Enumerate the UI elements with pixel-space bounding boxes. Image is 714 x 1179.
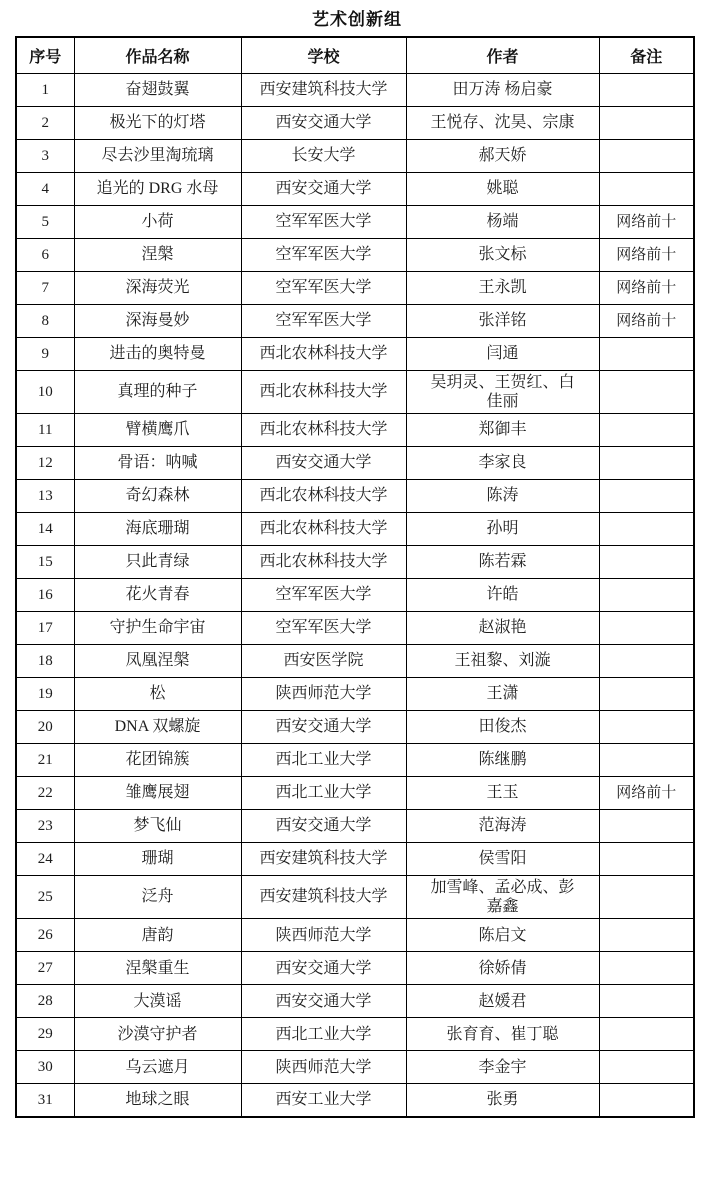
cell-school: 西安交通大学 bbox=[241, 172, 406, 205]
cell-no: 29 bbox=[16, 1018, 74, 1051]
table-row bbox=[16, 512, 694, 545]
cell-no: 3 bbox=[16, 139, 74, 172]
cell-author: 王祖黎、刘漩 bbox=[406, 644, 599, 677]
cell-school: 西安交通大学 bbox=[241, 710, 406, 743]
cell-author: 孙明 bbox=[406, 512, 599, 545]
cell-school: 西北工业大学 bbox=[241, 776, 406, 809]
table-row bbox=[16, 875, 694, 918]
cell-work-name: 追光的 DRG 水母 bbox=[74, 172, 241, 205]
cell-school: 西安交通大学 bbox=[241, 985, 406, 1018]
cell-no: 4 bbox=[16, 172, 74, 205]
cell-author: 陈涛 bbox=[406, 479, 599, 512]
cell-work-name: 守护生命宇宙 bbox=[74, 611, 241, 644]
results-table bbox=[15, 36, 695, 1118]
cell-author: 张育育、崔丁聪 bbox=[406, 1018, 599, 1051]
cell-no: 25 bbox=[16, 875, 74, 918]
cell-no: 17 bbox=[16, 611, 74, 644]
cell-remark bbox=[599, 809, 694, 842]
table-row bbox=[16, 1018, 694, 1051]
cell-author: 郝天娇 bbox=[406, 139, 599, 172]
col-header-no: 序号 bbox=[16, 37, 74, 73]
cell-work-name: 奇幻森林 bbox=[74, 479, 241, 512]
cell-author: 陈启文 bbox=[406, 919, 599, 952]
cell-school: 陕西师范大学 bbox=[241, 1051, 406, 1084]
cell-work-name: 地球之眼 bbox=[74, 1084, 241, 1117]
cell-author: 李金宇 bbox=[406, 1051, 599, 1084]
cell-work-name: 奋翅鼓翼 bbox=[74, 73, 241, 106]
cell-remark bbox=[599, 875, 694, 918]
cell-work-name: 涅槃 bbox=[74, 238, 241, 271]
cell-no: 22 bbox=[16, 776, 74, 809]
cell-work-name: 梦飞仙 bbox=[74, 809, 241, 842]
cell-author: 张文标 bbox=[406, 238, 599, 271]
table-row bbox=[16, 1051, 694, 1084]
table-body bbox=[16, 73, 694, 1117]
col-header-author: 作者 bbox=[406, 37, 599, 73]
cell-author: 王永凯 bbox=[406, 271, 599, 304]
table-row bbox=[16, 479, 694, 512]
cell-school: 空军军医大学 bbox=[241, 304, 406, 337]
cell-work-name: 凤凰涅槃 bbox=[74, 644, 241, 677]
cell-remark bbox=[599, 985, 694, 1018]
table-row bbox=[16, 677, 694, 710]
cell-school: 西安交通大学 bbox=[241, 952, 406, 985]
page-title: 艺术创新组 bbox=[312, 10, 402, 29]
table-row bbox=[16, 644, 694, 677]
cell-no: 30 bbox=[16, 1051, 74, 1084]
table-row bbox=[16, 205, 694, 238]
table-row bbox=[16, 446, 694, 479]
cell-work-name: 大漠谣 bbox=[74, 985, 241, 1018]
cell-remark bbox=[599, 710, 694, 743]
cell-work-name: 只此青绿 bbox=[74, 545, 241, 578]
cell-author: 加雪峰、孟必成、彭嘉鑫 bbox=[406, 875, 599, 918]
table-row bbox=[16, 1084, 694, 1117]
cell-work-name: 沙漠守护者 bbox=[74, 1018, 241, 1051]
cell-remark bbox=[599, 370, 694, 413]
cell-no: 2 bbox=[16, 106, 74, 139]
cell-author: 王玉 bbox=[406, 776, 599, 809]
cell-school: 西安医学院 bbox=[241, 644, 406, 677]
table-row bbox=[16, 337, 694, 370]
cell-no: 23 bbox=[16, 809, 74, 842]
table-row bbox=[16, 238, 694, 271]
cell-no: 1 bbox=[16, 73, 74, 106]
cell-school: 西安建筑科技大学 bbox=[241, 875, 406, 918]
cell-no: 11 bbox=[16, 413, 74, 446]
cell-author: 侯雪阳 bbox=[406, 842, 599, 875]
cell-remark bbox=[599, 677, 694, 710]
cell-no: 6 bbox=[16, 238, 74, 271]
cell-work-name: 骨语：呐喊 bbox=[74, 446, 241, 479]
table-row bbox=[16, 985, 694, 1018]
cell-remark bbox=[599, 743, 694, 776]
cell-author: 赵淑艳 bbox=[406, 611, 599, 644]
table-row bbox=[16, 545, 694, 578]
cell-work-name: 尽去沙里淘琉璃 bbox=[74, 139, 241, 172]
cell-remark bbox=[599, 512, 694, 545]
table-row bbox=[16, 842, 694, 875]
cell-author: 范海涛 bbox=[406, 809, 599, 842]
table-row bbox=[16, 413, 694, 446]
cell-school: 西安交通大学 bbox=[241, 106, 406, 139]
cell-school: 陕西师范大学 bbox=[241, 919, 406, 952]
cell-no: 13 bbox=[16, 479, 74, 512]
cell-school: 西安建筑科技大学 bbox=[241, 842, 406, 875]
cell-school: 西北农林科技大学 bbox=[241, 370, 406, 413]
cell-school: 西北农林科技大学 bbox=[241, 545, 406, 578]
cell-work-name: 深海曼妙 bbox=[74, 304, 241, 337]
table-row bbox=[16, 710, 694, 743]
cell-remark bbox=[599, 172, 694, 205]
cell-author: 杨端 bbox=[406, 205, 599, 238]
cell-no: 12 bbox=[16, 446, 74, 479]
cell-school: 空军军医大学 bbox=[241, 271, 406, 304]
cell-no: 8 bbox=[16, 304, 74, 337]
cell-school: 空军军医大学 bbox=[241, 205, 406, 238]
cell-author: 郑御丰 bbox=[406, 413, 599, 446]
cell-author: 田万涛 杨启豪 bbox=[406, 73, 599, 106]
cell-remark bbox=[599, 413, 694, 446]
table-row bbox=[16, 304, 694, 337]
col-header-remark: 备注 bbox=[599, 37, 694, 73]
cell-remark bbox=[599, 545, 694, 578]
cell-remark bbox=[599, 446, 694, 479]
cell-work-name: 花火青春 bbox=[74, 578, 241, 611]
cell-work-name: 臂横鹰爪 bbox=[74, 413, 241, 446]
cell-remark bbox=[599, 644, 694, 677]
table-row bbox=[16, 776, 694, 809]
cell-work-name: 珊瑚 bbox=[74, 842, 241, 875]
cell-author: 张洋铭 bbox=[406, 304, 599, 337]
cell-no: 19 bbox=[16, 677, 74, 710]
col-header-work-name: 作品名称 bbox=[74, 37, 241, 73]
cell-work-name: 乌云遮月 bbox=[74, 1051, 241, 1084]
cell-school: 西安建筑科技大学 bbox=[241, 73, 406, 106]
cell-remark bbox=[599, 479, 694, 512]
table-row bbox=[16, 73, 694, 106]
cell-remark: 网络前十 bbox=[599, 205, 694, 238]
table-row bbox=[16, 919, 694, 952]
cell-work-name: 松 bbox=[74, 677, 241, 710]
cell-school: 陕西师范大学 bbox=[241, 677, 406, 710]
cell-work-name: 泛舟 bbox=[74, 875, 241, 918]
cell-school: 西安交通大学 bbox=[241, 446, 406, 479]
cell-author: 陈继鹏 bbox=[406, 743, 599, 776]
table-row bbox=[16, 578, 694, 611]
table-row bbox=[16, 106, 694, 139]
cell-no: 16 bbox=[16, 578, 74, 611]
cell-author: 张勇 bbox=[406, 1084, 599, 1117]
cell-remark bbox=[599, 1051, 694, 1084]
cell-no: 24 bbox=[16, 842, 74, 875]
cell-remark bbox=[599, 1018, 694, 1051]
cell-no: 27 bbox=[16, 952, 74, 985]
cell-no: 28 bbox=[16, 985, 74, 1018]
table-row bbox=[16, 172, 694, 205]
cell-school: 空军军医大学 bbox=[241, 578, 406, 611]
table-row bbox=[16, 370, 694, 413]
table-row bbox=[16, 139, 694, 172]
cell-author: 赵媛君 bbox=[406, 985, 599, 1018]
cell-remark bbox=[599, 842, 694, 875]
cell-remark: 网络前十 bbox=[599, 776, 694, 809]
cell-remark bbox=[599, 919, 694, 952]
cell-remark bbox=[599, 139, 694, 172]
cell-author: 王悦存、沈昊、宗康 bbox=[406, 106, 599, 139]
cell-work-name: 涅槃重生 bbox=[74, 952, 241, 985]
cell-remark bbox=[599, 337, 694, 370]
cell-remark: 网络前十 bbox=[599, 238, 694, 271]
cell-school: 空军军医大学 bbox=[241, 238, 406, 271]
cell-author: 李家良 bbox=[406, 446, 599, 479]
cell-remark bbox=[599, 578, 694, 611]
cell-remark bbox=[599, 73, 694, 106]
cell-author: 姚聪 bbox=[406, 172, 599, 205]
cell-remark bbox=[599, 611, 694, 644]
cell-work-name: 深海荧光 bbox=[74, 271, 241, 304]
cell-author: 陈若霖 bbox=[406, 545, 599, 578]
cell-work-name: 真理的种子 bbox=[74, 370, 241, 413]
cell-no: 7 bbox=[16, 271, 74, 304]
cell-author: 王潇 bbox=[406, 677, 599, 710]
cell-work-name: 雏鹰展翅 bbox=[74, 776, 241, 809]
cell-work-name: 唐韵 bbox=[74, 919, 241, 952]
cell-no: 20 bbox=[16, 710, 74, 743]
cell-school: 长安大学 bbox=[241, 139, 406, 172]
cell-remark bbox=[599, 106, 694, 139]
cell-remark: 网络前十 bbox=[599, 304, 694, 337]
cell-no: 14 bbox=[16, 512, 74, 545]
cell-work-name: 进击的奥特曼 bbox=[74, 337, 241, 370]
cell-school: 西北农林科技大学 bbox=[241, 413, 406, 446]
cell-school: 空军军医大学 bbox=[241, 611, 406, 644]
cell-school: 西北工业大学 bbox=[241, 1018, 406, 1051]
table-row bbox=[16, 952, 694, 985]
cell-remark bbox=[599, 1084, 694, 1117]
cell-author: 田俊杰 bbox=[406, 710, 599, 743]
cell-work-name: DNA 双螺旋 bbox=[74, 710, 241, 743]
cell-no: 26 bbox=[16, 919, 74, 952]
cell-author: 吴玥灵、王贺红、白佳丽 bbox=[406, 370, 599, 413]
table-row bbox=[16, 743, 694, 776]
cell-school: 西北农林科技大学 bbox=[241, 337, 406, 370]
cell-author: 徐娇倩 bbox=[406, 952, 599, 985]
cell-author: 许皓 bbox=[406, 578, 599, 611]
cell-work-name: 小荷 bbox=[74, 205, 241, 238]
cell-school: 西北工业大学 bbox=[241, 743, 406, 776]
cell-no: 9 bbox=[16, 337, 74, 370]
table-row bbox=[16, 809, 694, 842]
cell-school: 西北农林科技大学 bbox=[241, 512, 406, 545]
cell-remark: 网络前十 bbox=[599, 271, 694, 304]
cell-school: 西安交通大学 bbox=[241, 809, 406, 842]
cell-work-name: 极光下的灯塔 bbox=[74, 106, 241, 139]
cell-no: 10 bbox=[16, 370, 74, 413]
cell-work-name: 花团锦簇 bbox=[74, 743, 241, 776]
cell-no: 5 bbox=[16, 205, 74, 238]
header-row bbox=[16, 37, 694, 73]
cell-work-name: 海底珊瑚 bbox=[74, 512, 241, 545]
cell-author: 闫通 bbox=[406, 337, 599, 370]
col-header-school: 学校 bbox=[241, 37, 406, 73]
cell-no: 15 bbox=[16, 545, 74, 578]
cell-school: 西安工业大学 bbox=[241, 1084, 406, 1117]
cell-no: 18 bbox=[16, 644, 74, 677]
cell-remark bbox=[599, 952, 694, 985]
cell-no: 31 bbox=[16, 1084, 74, 1117]
table-row bbox=[16, 271, 694, 304]
cell-school: 西北农林科技大学 bbox=[241, 479, 406, 512]
cell-no: 21 bbox=[16, 743, 74, 776]
table-row bbox=[16, 611, 694, 644]
